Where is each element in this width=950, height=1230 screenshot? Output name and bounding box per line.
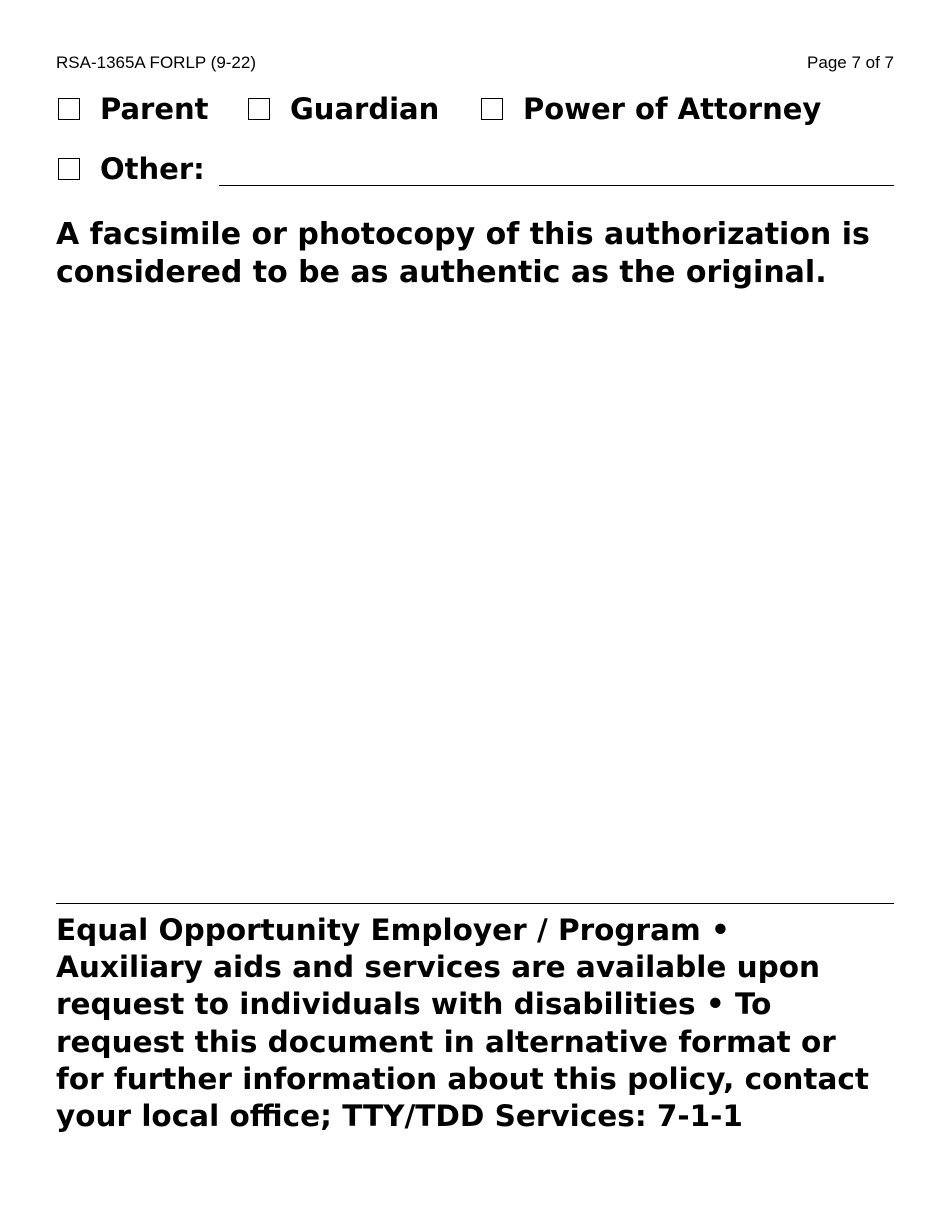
- guardian-checkbox[interactable]: [248, 98, 270, 120]
- parent-option: [58, 92, 209, 126]
- equal-opportunity-notice: Equal Opportunity Employer / Program • Auxiliary aids and services are available upon request to individuals with disabilities • To request this document in alternative format or for further information about this policy, contact your local office; TTY/TDD Services: 7-1-1: [56, 913, 869, 1134]
- footer-divider: [56, 903, 894, 904]
- other-field[interactable]: [219, 162, 894, 186]
- page-number: Page 7 of 7: [807, 53, 894, 72]
- power-of-attorney-checkbox[interactable]: [481, 98, 503, 120]
- other-option: [58, 152, 205, 186]
- authorization-note: A facsimile or photocopy of this authorization is considered to be as authentic as the original.: [56, 217, 870, 290]
- other-label: Other:: [100, 152, 205, 186]
- power-of-attorney-option: [481, 92, 821, 126]
- parent-label: Parent: [100, 92, 209, 126]
- other-checkbox[interactable]: [58, 158, 80, 180]
- power-of-attorney-label: Power of Attorney: [523, 92, 822, 126]
- guardian-label: Guardian: [290, 92, 440, 126]
- guardian-option: [248, 92, 439, 126]
- form-id: RSA-1365A FORLP (9-22): [56, 53, 256, 72]
- parent-checkbox[interactable]: [58, 98, 80, 120]
